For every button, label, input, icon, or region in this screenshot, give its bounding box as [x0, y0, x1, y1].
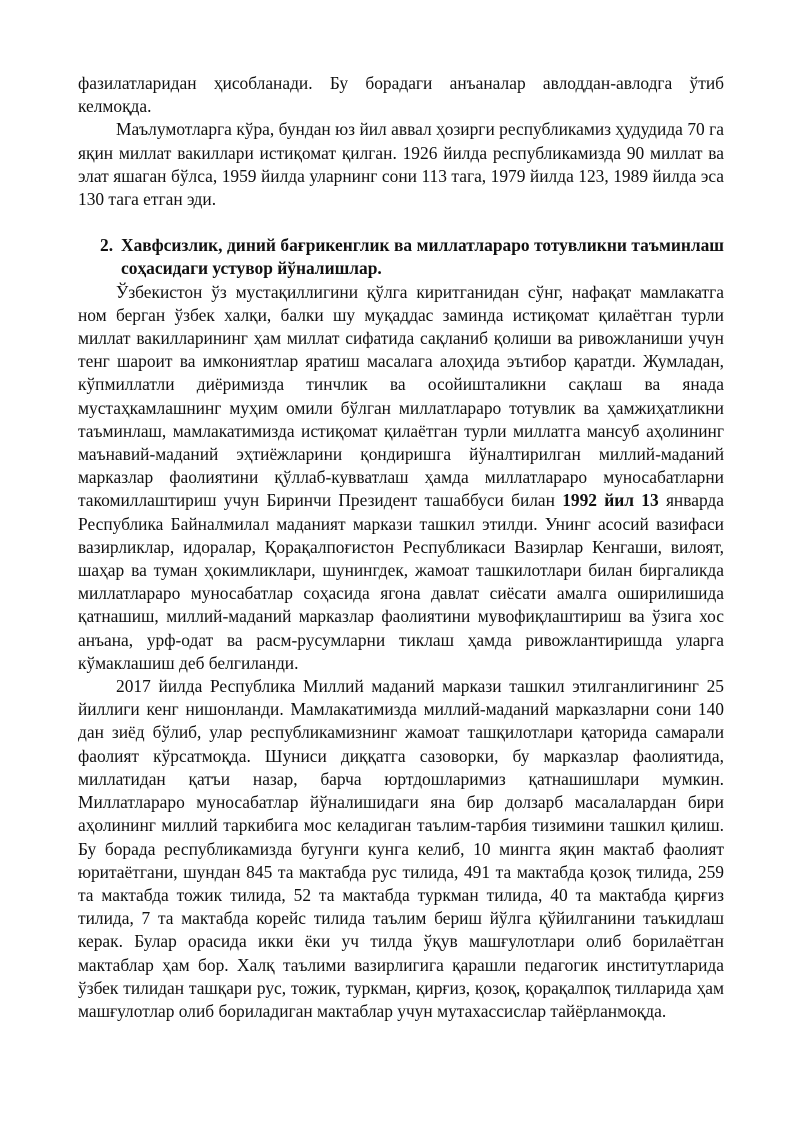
section-title: Хавфсизлик, диний бағрикенглик ва миллатлараро тотувликни таъминлаш соҳасидаги устувор йўналишлар. — [121, 235, 724, 279]
paragraph-independence-text: Ўзбекистон ўз мустақиллигини қўлга киритганидан сўнг, нафақат мамлакатга ном берган ўзбек халқи, балки шу муқаддас заминда истиқомат қилаётган турли миллат вакилларининг ҳам миллат сифатида сақланиб қолиши ва ривожланиши учун тенг шароит ва имкониятлар яратиш масалага алоҳида эътибор қаратди. Жумладан, кўпмиллатли диёримизда тинчлик ва осойишталикни сақлаш ва янада мустаҳкамлашнинг муҳим омили бўлган миллатлараро тотувлик ва ҳамжиҳатликни таъминлаш, мамлакатимизда истиқомат қилаётган турли миллатга мансуб аҳолининг маънавий-маданий эҳтиёжларини қондиришга йўналтирилган миллий-маданий марказлар фаолиятини қўллаб-кувватлаш ҳамда миллатлараро муносабатларни такомиллаштириш учун Биринчи Президент ташаббуси билан — [78, 281, 724, 511]
paragraph-independence-continued: январда Республика Байналмилал маданият маркази ташкил этилди. Унинг асосий вазифаси вазирликлар, идоралар, Қорақалпоғистон Республикаси Вазирлар Кенгаши, вилоят, шаҳар ва туман ҳокимликлари, шунингдек, жамоат ташкилотлари билан биргаликда миллатлараро муносабатлар соҳасида ягона давлат сиёсати амалга оширилишида қатнашиш, миллий-маданий марказлар фаолиятини мувофиқлаштириш ва ўзига хос анъана, урф-одат ва расм-русумларни тиклаш ҳамда ривожлантиришда уларга кўмаклашиш деб белгиланди. — [78, 490, 724, 673]
highlighted-date: 1992 йил 13 — [562, 490, 659, 511]
document-page — [78, 72, 724, 1023]
paragraph-intro: фазилатларидан ҳисобланади. Бу борадаги анъаналар авлоддан-авлодга ўтиб келмоқда. — [78, 73, 724, 117]
section-heading — [78, 234, 724, 280]
paragraph-cultural-centers: 2017 йилда Республика Миллий маданий маркази ташкил этилганлигининг 25 йиллиги кенг нишонланди. Мамлакатимизда миллий-маданий марказларни сони 140 дан зиёд бўлиб, улар республикамизнинг жамоат ташқилотлари қаторида самарали фаолият кўрсатмоқда. Шуниси диққатга сазоворки, бу марказлар фаолиятида, миллатидан қатъи назар, барча юртдошларимиз қатнашишлари мумкин. Миллатлараро муносабатлар йўналишидаги яна бир долзарб масалалардан бири аҳолининг миллий таркибига мос келадиган таълим-тарбия тизимини ташкил қилиш. Бу борада республикамизда бугунги кунга келиб, 10 мингга яқин мактаб фаолият юритаётгани, шундан 845 та мактабда рус тилида, 491 та мактабда қозоқ тилида, 259 та мактабда тожик тилида, 52 та мактабда туркман тилида, 40 та мактабда қирғиз тилида, 7 та мактабда корейс тилида таълим бериш йўлга қўйилганини таъкидлаш керак. Булар орасида икки ёки уч тилда ўқув машғулотлари олиб борилаётган мактаблар ҳам бор. Халқ таълими вазирлигига қарашли педагогик институтларида ўзбек тилидан ташқари рус, тожик, туркман, қирғиз, қозоқ, қорақалпоқ тилларида ҳам машғулотлар олиб бориладиган мактаблар учун мутахассислар тайёрланмоқда. — [78, 676, 724, 1021]
paragraph-independence — [78, 281, 724, 675]
spacer — [78, 211, 724, 234]
paragraph-statistics: Маълумотларга кўра, бундан юз йил аввал ҳозирги республикамиз ҳудудида 70 га яқин миллат вакиллари истиқомат қилган. 1926 йилда республикамизда 90 миллат ва элат яшаган бўлса, 1959 йилда уларнинг сони 113 тага, 1979 йилда 123, 1989 йилда эса 130 тага етган эди. — [78, 119, 724, 210]
section-number: 2. — [100, 235, 114, 256]
